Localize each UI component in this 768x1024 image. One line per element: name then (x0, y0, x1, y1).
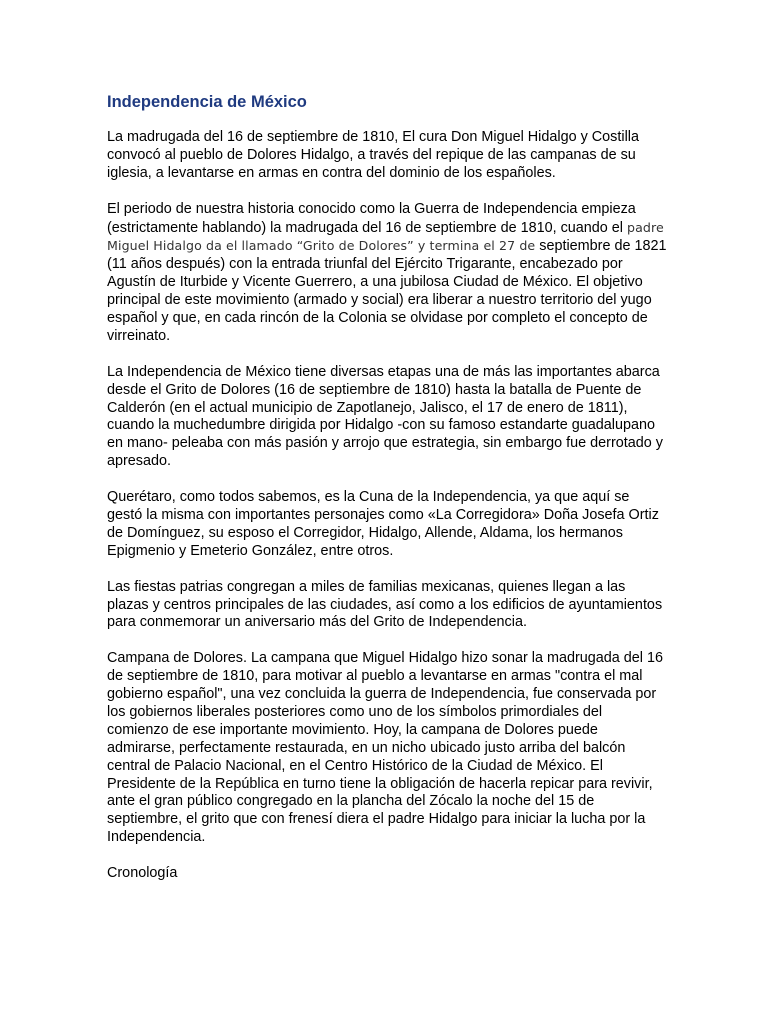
paragraph-grito-intro: La madrugada del 16 de septiembre de 1810, El cura Don Miguel Hidalgo y Costilla convocó al pueblo de Dolores Hidalgo, a través del repique de las campanas de su iglesia, a levantarse en armas en contra del dominio de los españoles. (107, 129, 639, 181)
paragraph-war-period-part-3: septiembre de 1821 (11 años después) con la entrada triunfal del Ejército Trigarante, encabezado por Agustín de Iturbide y Vicente Guerrero, a una jubilosa Ciudad de México. El objetivo principal de este movimiento (armado y social) era liberar a nuestro territorio del yugo español y que, en cada rincón de la Colonia se olvidase por completo el concepto de virreinato. (107, 238, 667, 344)
paragraph-war-period-part-1: El periodo de nuestra historia conocido como la Guerra de Independencia empieza (estrictamente hablando) la madrugada del 16 de septiembre de 1810, cuando el (107, 200, 636, 236)
paragraph-queretaro: Querétaro, como todos sabemos, es la Cuna de la Independencia, ya que aquí se gestó la misma con importantes personajes como «La Corregidora» Doña Josefa Ortiz de Domínguez, su esposo el Corregidor, Hidalgo, Allende, Aldama, los hermanos Epigmenio y Emeterio González, entre otros. (107, 489, 659, 559)
paragraph-cronologia: Cronología (107, 865, 178, 882)
paragraph-war-period (107, 201, 667, 346)
paragraph-war-period-part-2: padre Miguel Hidalgo da el llamado “Grito de Dolores” y termina el 27 de (107, 219, 664, 254)
document-title: Independencia de México (107, 93, 307, 111)
paragraph-campana-de-dolores: Campana de Dolores. La campana que Miguel Hidalgo hizo sonar la madrugada del 16 de septiembre de 1810, para motivar al pueblo a levantarse en armas "contra el mal gobierno español", una vez concluida la guerra de Independencia, fue conservada por los gobiernos liberales posteriores como uno de los símbolos primordiales del comienzo de ese importante movimiento. Hoy, la campana de Dolores puede admirarse, perfectamente restaurada, en un nicho ubicado justo arriba del balcón central de Palacio Nacional, en el Centro Histórico de la Ciudad de México. El Presidente de la República en turno tiene la obligación de hacerla repicar para revivir, ante el gran público congregado en la plancha del Zócalo la noche del 15 de septiembre, el grito que con frenesí diera el padre Hidalgo para iniciar la lucha por la Independencia. (107, 650, 663, 846)
paragraph-fiestas-patrias: Las fiestas patrias congregan a miles de familias mexicanas, quienes llegan a las plazas y centros principales de las ciudades, así como a los edificios de ayuntamientos para conmemorar un aniversario más del Grito de Independencia. (107, 578, 663, 631)
document-body (107, 92, 667, 901)
paragraph-stages: La Independencia de México tiene diversas etapas una de más las importantes abarca desde el Grito de Dolores (16 de septiembre de 1810) hasta la batalla de Puente de Calderón (en el actual municipio de Zapotlanejo, Jalisco, el 17 de enero de 1811), cuando la muchedumbre dirigida por Hidalgo -con su famoso estandarte guadalupano en mano- peleaba con más pasión y arrojo que estrategia, sin embargo fue derrotado y apresado. (107, 363, 663, 470)
